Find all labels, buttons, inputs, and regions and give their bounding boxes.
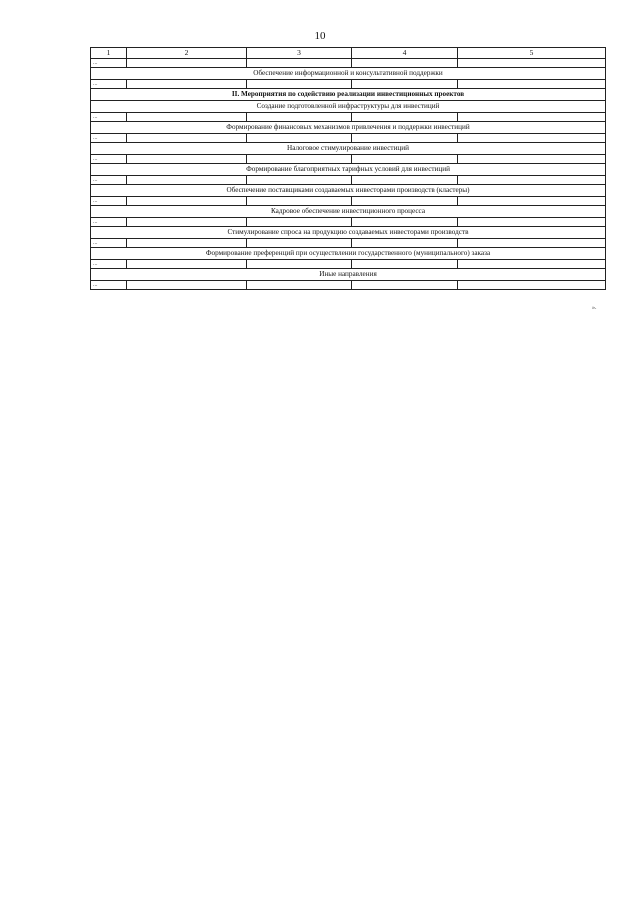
section-heading-row — [91, 164, 606, 176]
column-number: 2 — [127, 48, 247, 59]
filler-cell — [458, 134, 606, 143]
filler-cell — [458, 197, 606, 206]
filler-cell — [247, 218, 352, 227]
filler-cell — [247, 113, 352, 122]
filler-cell — [127, 59, 247, 68]
filler-cell: ... — [91, 218, 127, 227]
filler-cell — [127, 218, 247, 227]
column-number: 5 — [458, 48, 606, 59]
section-heading: Формирование финансовых механизмов привлечения и поддержки инвестиций — [91, 122, 606, 134]
filler-cell — [352, 59, 458, 68]
filler-cell — [127, 155, 247, 164]
filler-row — [91, 59, 606, 68]
section-heading-row — [91, 143, 606, 155]
filler-cell — [127, 176, 247, 185]
filler-row — [91, 134, 606, 143]
section-heading: Обеспечение информационной и консультативной поддержки — [91, 68, 606, 80]
filler-cell — [352, 113, 458, 122]
filler-cell — [458, 239, 606, 248]
filler-cell — [458, 80, 606, 89]
column-number-row — [91, 48, 606, 59]
filler-cell — [127, 197, 247, 206]
section-heading-row — [91, 185, 606, 197]
filler-cell: ... — [91, 176, 127, 185]
filler-cell: ... — [91, 281, 127, 290]
section-heading-row — [91, 227, 606, 239]
filler-cell: ... — [91, 134, 127, 143]
filler-cell — [127, 80, 247, 89]
filler-cell: ... — [91, 239, 127, 248]
filler-cell — [247, 80, 352, 89]
filler-row — [91, 260, 606, 269]
column-number: 4 — [352, 48, 458, 59]
filler-row — [91, 176, 606, 185]
filler-cell — [352, 155, 458, 164]
filler-row — [91, 80, 606, 89]
filler-cell — [247, 281, 352, 290]
section-heading: Обеспечение поставщиками создаваемых инвесторами производств (кластеры) — [91, 185, 606, 197]
filler-cell: ... — [91, 80, 127, 89]
filler-cell — [458, 281, 606, 290]
section-heading: Стимулирование спроса на продукцию создаваемых инвесторами производств — [91, 227, 606, 239]
filler-cell — [127, 260, 247, 269]
section-heading: Налоговое стимулирование инвестиций — [91, 143, 606, 155]
filler-cell — [247, 239, 352, 248]
filler-cell — [458, 59, 606, 68]
section-heading-row — [91, 269, 606, 281]
filler-cell — [458, 155, 606, 164]
filler-cell — [458, 176, 606, 185]
filler-cell — [458, 113, 606, 122]
filler-row — [91, 197, 606, 206]
filler-cell — [352, 218, 458, 227]
section-heading-row — [91, 206, 606, 218]
filler-cell — [458, 260, 606, 269]
filler-cell: ... — [91, 155, 127, 164]
filler-cell: ... — [91, 260, 127, 269]
section-heading: Формирование преференций при осуществлении государственного (муниципального) заказа — [91, 248, 606, 260]
filler-cell — [127, 113, 247, 122]
filler-cell — [352, 197, 458, 206]
filler-cell — [352, 281, 458, 290]
filler-row — [91, 218, 606, 227]
filler-cell — [247, 260, 352, 269]
filler-row — [91, 113, 606, 122]
section-heading-row — [91, 122, 606, 134]
filler-cell — [247, 134, 352, 143]
section-heading: Формирование благоприятных тарифных условий для инвестиций — [91, 164, 606, 176]
filler-cell — [127, 134, 247, 143]
filler-cell — [247, 197, 352, 206]
filler-cell: ... — [91, 113, 127, 122]
measures-table — [90, 47, 606, 290]
filler-cell — [352, 134, 458, 143]
filler-cell — [127, 239, 247, 248]
filler-cell — [247, 155, 352, 164]
filler-cell — [247, 176, 352, 185]
filler-cell: ... — [91, 197, 127, 206]
filler-cell — [352, 260, 458, 269]
section-heading-row — [91, 68, 606, 80]
filler-row — [91, 155, 606, 164]
filler-cell — [352, 176, 458, 185]
filler-cell — [127, 281, 247, 290]
footer-mark: ». — [592, 305, 597, 311]
filler-cell — [247, 59, 352, 68]
part-heading: II. Мероприятия по содействию реализации инвестиционных проектов — [91, 89, 606, 101]
section-heading-row — [91, 101, 606, 113]
page-number: 10 — [314, 30, 326, 42]
filler-cell — [458, 218, 606, 227]
section-heading: Создание подготовленной инфраструктуры для инвестиций — [91, 101, 606, 113]
column-number: 3 — [247, 48, 352, 59]
filler-cell: ... — [91, 59, 127, 68]
filler-row — [91, 281, 606, 290]
column-number: 1 — [91, 48, 127, 59]
section-heading: Иные направления — [91, 269, 606, 281]
filler-cell — [352, 80, 458, 89]
table-body — [91, 48, 606, 290]
section-heading: Кадровое обеспечение инвестиционного процесса — [91, 206, 606, 218]
filler-row — [91, 239, 606, 248]
part-heading-row — [91, 89, 606, 101]
section-heading-row — [91, 248, 606, 260]
filler-cell — [352, 239, 458, 248]
